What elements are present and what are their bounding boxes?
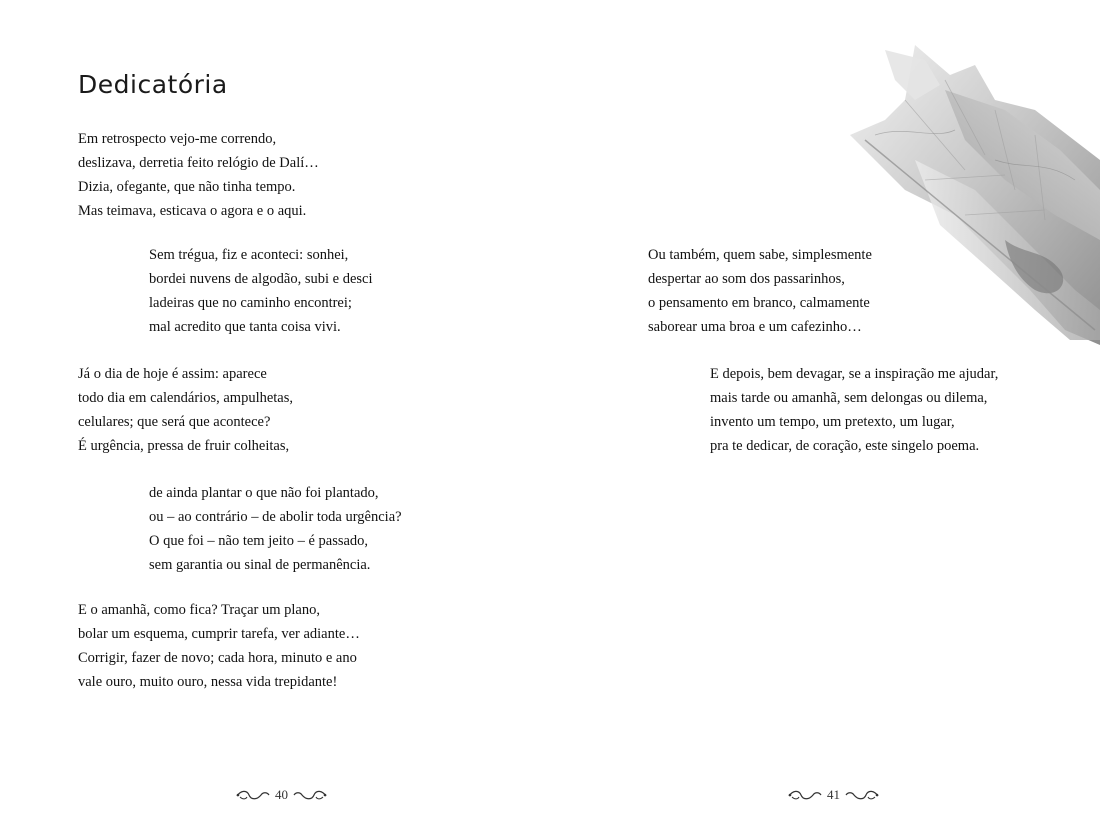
poem-line: sem garantia ou sinal de permanência. xyxy=(149,557,371,573)
page-number: 41 xyxy=(827,787,840,802)
stanza xyxy=(78,598,360,694)
poem-line: invento um tempo, um pretexto, um lugar, xyxy=(710,414,955,430)
stanza xyxy=(648,243,872,339)
leaf-illustration-icon xyxy=(845,40,1100,350)
poem-line: O que foi – não tem jeito – é passado, xyxy=(149,533,369,549)
ornament-swirl-icon xyxy=(235,789,271,801)
poem-line: ladeiras que no caminho encontrei; xyxy=(149,295,352,311)
poem-line: saborear uma broa e um cafezinho… xyxy=(648,319,862,335)
poem-line: bordei nuvens de algodão, subi e desci xyxy=(149,271,373,287)
poem-line: despertar ao som dos passarinhos, xyxy=(648,271,845,287)
poem-line: Corrigir, fazer de novo; cada hora, minuto e ano xyxy=(78,650,357,666)
poem-line: É urgência, pressa de fruir colheitas, xyxy=(78,438,290,454)
poem-line: bolar um esquema, cumprir tarefa, ver adiante… xyxy=(78,626,360,642)
stanza xyxy=(149,243,372,339)
poem-line: Mas teimava, esticava o agora e o aqui. xyxy=(78,203,307,219)
stanza xyxy=(78,127,319,223)
poem-line: de ainda plantar o que não foi plantado, xyxy=(149,485,379,501)
poem-line: todo dia em calendários, ampulhetas, xyxy=(78,390,294,406)
page-number: 40 xyxy=(275,787,288,802)
poem-line: mais tarde ou amanhã, sem delongas ou dilema, xyxy=(710,390,988,406)
page-title: Dedicatória xyxy=(78,70,228,99)
page-number-left xyxy=(235,785,328,805)
ornament-swirl-icon xyxy=(292,789,328,801)
poem-line: o pensamento em branco, calmamente xyxy=(648,295,870,311)
poem-line: celulares; que será que acontece? xyxy=(78,414,271,430)
stanza xyxy=(710,362,998,458)
poem-line: Ou também, quem sabe, simplesmente xyxy=(648,247,872,263)
poem-line: E o amanhã, como fica? Traçar um plano, xyxy=(78,602,320,618)
page-number-right xyxy=(787,785,880,805)
ornament-swirl-icon xyxy=(787,789,823,801)
poem-line: deslizava, derretia feito relógio de Dalí… xyxy=(78,155,319,171)
poem-line: Dizia, ofegante, que não tinha tempo. xyxy=(78,179,296,195)
poem-line: pra te dedicar, de coração, este singelo poema. xyxy=(710,438,980,454)
poem-line: Já o dia de hoje é assim: aparece xyxy=(78,366,267,382)
poem-line: E depois, bem devagar, se a inspiração me ajudar, xyxy=(710,366,999,382)
poem-line: mal acredito que tanta coisa vivi. xyxy=(149,319,341,335)
poem-line: Em retrospecto vejo-me correndo, xyxy=(78,131,277,147)
poem-line: Sem trégua, fiz e aconteci: sonhei, xyxy=(149,247,349,263)
stanza xyxy=(149,481,402,577)
poem-line: vale ouro, muito ouro, nessa vida trepidante! xyxy=(78,674,338,690)
poem-line: ou – ao contrário – de abolir toda urgência? xyxy=(149,509,402,525)
ornament-swirl-icon xyxy=(844,789,880,801)
stanza xyxy=(78,362,293,458)
